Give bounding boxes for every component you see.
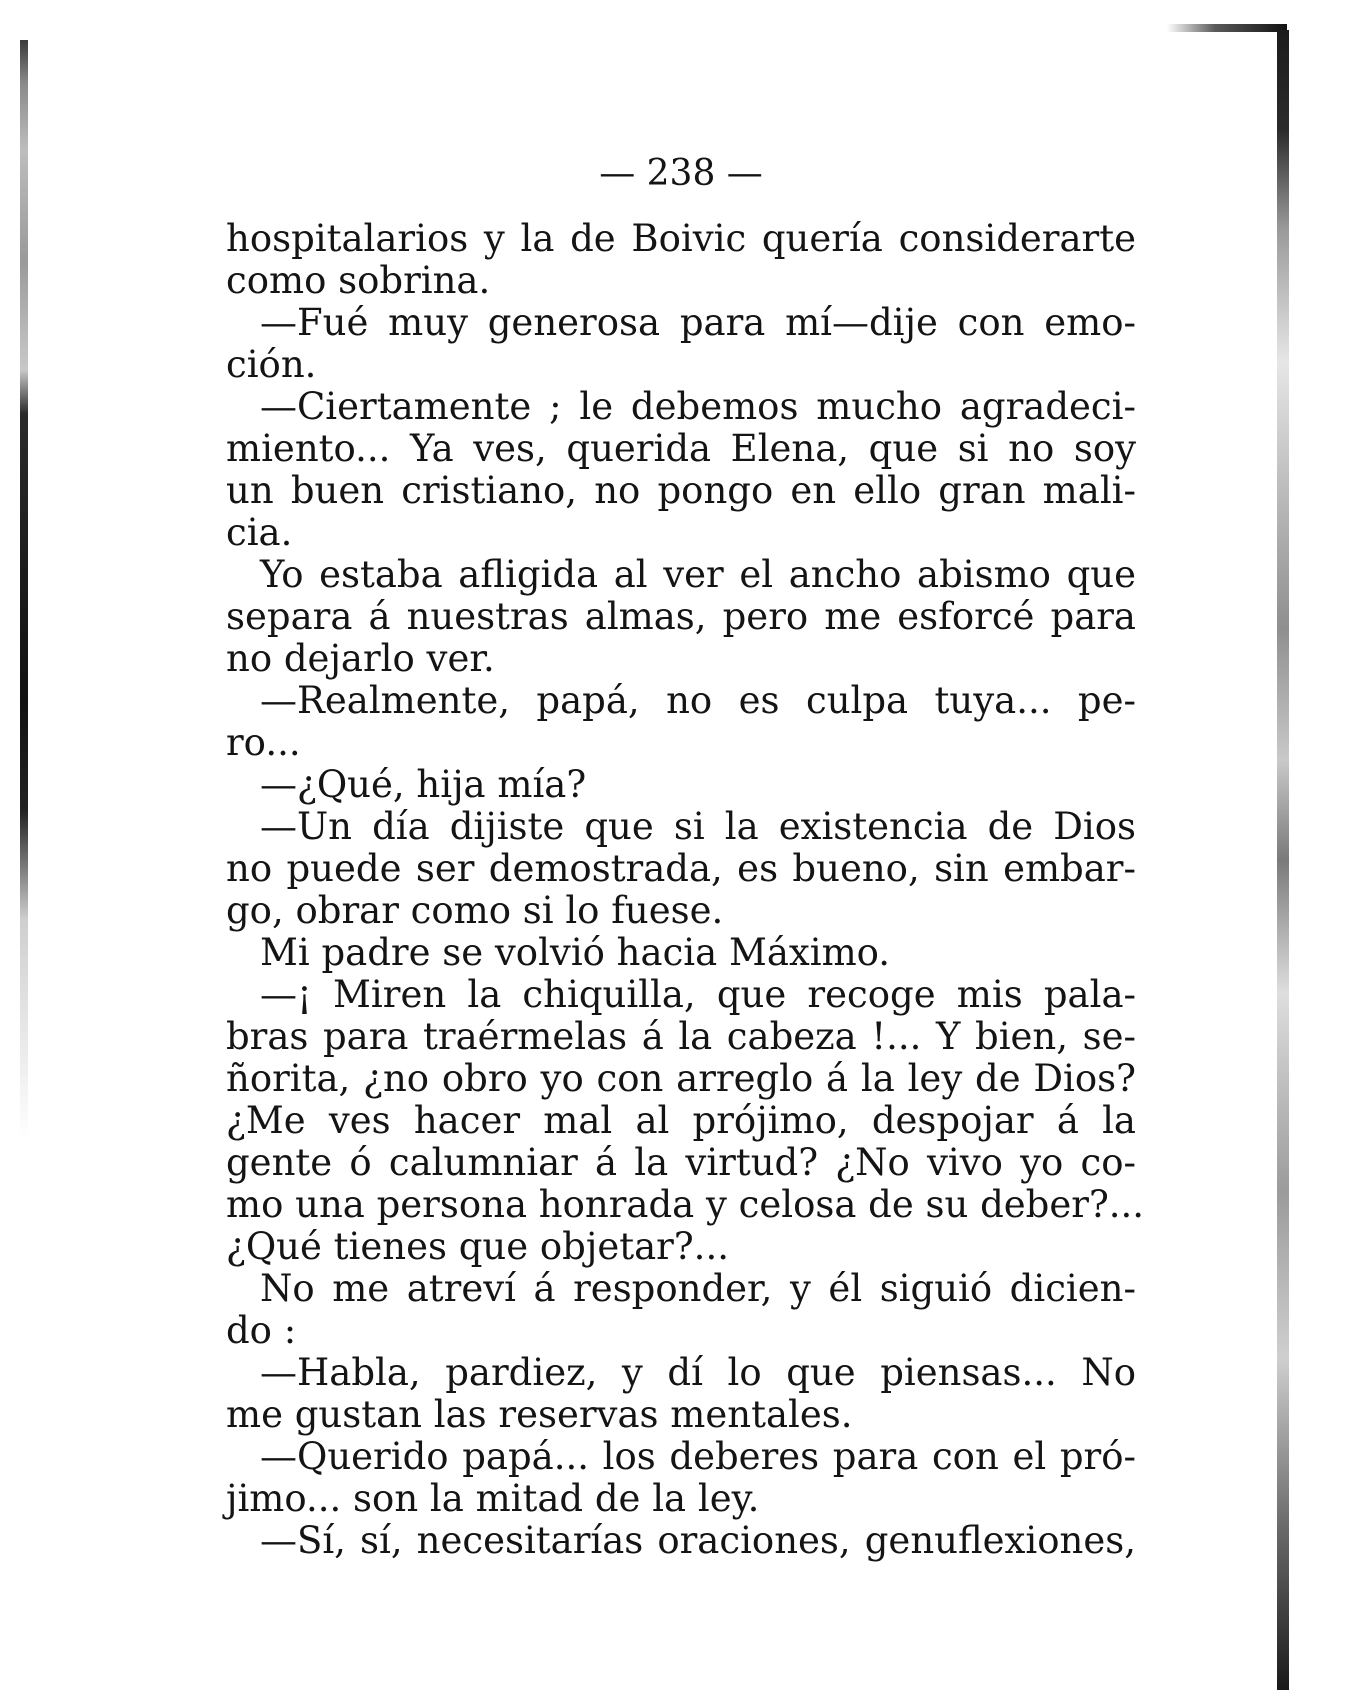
text-line: hospitalarios y la de Boivic quería considerarte bbox=[226, 217, 1136, 260]
text-line: ñorita, ¿no obro yo con arreglo á la ley de Dios? bbox=[226, 1057, 1136, 1100]
text-line: ¿Me ves hacer mal al prójimo, despojar á la bbox=[226, 1099, 1136, 1142]
text-line: —Querido papá... los deberes para con el pró- bbox=[260, 1435, 1136, 1478]
text-line: —¿Qué, hija mía? bbox=[260, 763, 587, 806]
text-line: gente ó calumniar á la virtud? ¿No vivo yo co- bbox=[226, 1141, 1136, 1184]
text-line: Mi padre se volvió hacia Máximo. bbox=[260, 931, 891, 974]
text-line: —Habla, pardiez, y dí lo que piensas... No bbox=[260, 1351, 1136, 1394]
page-number: — 238 — bbox=[599, 153, 763, 194]
scan-edge-top-right bbox=[1167, 24, 1287, 32]
scan-edge-right bbox=[1277, 30, 1289, 1690]
text-line: como sobrina. bbox=[226, 259, 491, 302]
text-line: —Sí, sí, necesitarías oraciones, genuflexiones, bbox=[260, 1519, 1136, 1562]
text-line: jimo... son la mitad de la ley. bbox=[226, 1477, 760, 1520]
text-line: —Un día dijiste que si la existencia de Dios bbox=[260, 805, 1136, 848]
text-line: cia. bbox=[226, 511, 293, 554]
book-page bbox=[226, 150, 1145, 1562]
text-line: me gustan las reservas mentales. bbox=[226, 1393, 853, 1436]
text-line: —Fué muy generosa para mí—dije con emo- bbox=[260, 301, 1136, 344]
text-line: —Realmente, papá, no es culpa tuya... pe- bbox=[260, 679, 1136, 722]
text-line: ro... bbox=[226, 721, 301, 764]
text-line: ción. bbox=[226, 343, 317, 386]
page-text bbox=[226, 217, 1145, 1562]
text-line: —Ciertamente ; le debemos mucho agradeci- bbox=[260, 385, 1136, 428]
scan-edge-left bbox=[20, 40, 28, 1140]
text-line: go, obrar como si lo fuese. bbox=[226, 889, 724, 932]
text-line: No me atreví á responder, y él siguió dicien- bbox=[260, 1267, 1136, 1310]
text-line: separa á nuestras almas, pero me esforcé para bbox=[226, 595, 1136, 638]
text-line: miento... Ya ves, querida Elena, que si no soy bbox=[226, 427, 1136, 470]
text-line: mo una persona honrada y celosa de su deber?... bbox=[226, 1183, 1145, 1226]
text-line: do : bbox=[226, 1309, 297, 1352]
text-line: no dejarlo ver. bbox=[226, 637, 495, 680]
text-line: no puede ser demostrada, es bueno, sin embar- bbox=[226, 847, 1136, 890]
text-line: ¿Qué tienes que objetar?... bbox=[226, 1225, 729, 1268]
text-line: un buen cristiano, no pongo en ello gran mali- bbox=[226, 469, 1136, 512]
text-line: —¡ Miren la chiquilla, que recoge mis pala- bbox=[260, 973, 1136, 1016]
text-line: bras para traérmelas á la cabeza !... Y bien, se- bbox=[226, 1015, 1136, 1058]
text-line: Yo estaba afligida al ver el ancho abismo que bbox=[260, 553, 1136, 596]
